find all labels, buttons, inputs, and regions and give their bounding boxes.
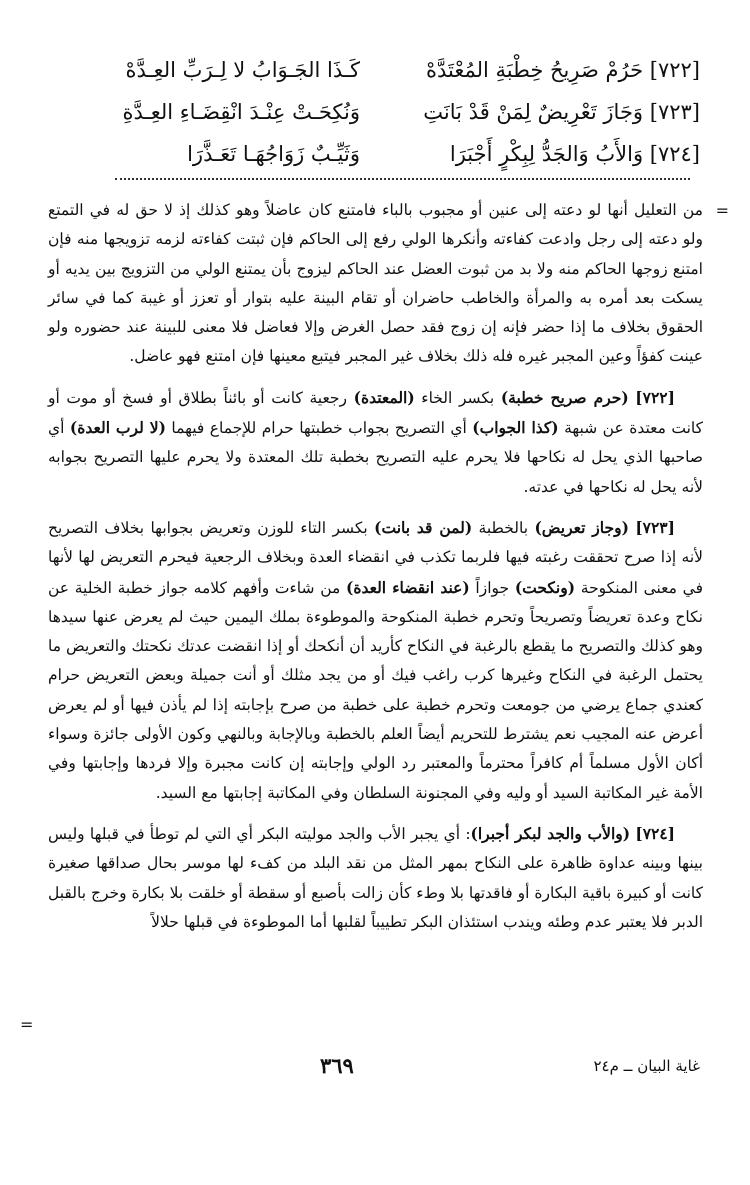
commentary-body [48, 196, 729, 948]
verse-second-hemistich: كَـذَا الجَـوَابُ لا لِـرَبِّ العِـدَّهْ [125, 58, 360, 82]
verse-first-hemistich: [٧٢٣] وَجَازَ تَعْرِيضٌ لِمَنْ قَدْ بَانَتِ [423, 100, 700, 124]
verse-block [60, 58, 700, 184]
paragraph-text: رجعية كانت أو بائناً بطلاق أو فسخ أو موت أو كانت معتدة عن شبهة [48, 388, 704, 438]
commentary-paragraph [48, 819, 703, 937]
paragraph-text: بكسر الخاء [414, 388, 501, 407]
paragraph-text: بكسر التاء للوزن وتعريض بجوابها بخلاف التصريح لأنه إذا صرح تحققت رغبته فيها فلربما تكذب في انقضاء العدة وبخلاف الرجعية فيحرم التعريض لها لأنها في معنى المنكوحة [48, 518, 703, 597]
continuation-mark-bottom: = [20, 1015, 34, 1034]
page-number: ٣٦٩ [320, 1053, 354, 1078]
quoted-term: (كذا الجواب) [472, 418, 559, 438]
paragraph-text: من شاءت وأفهم كلامه جواز خطبة الخلية عن نكاح وعدة تعريضاً وتصريحاً وتحرم خطبة المنكوحة والموطوءة بملك اليمين حيث لم يعرض عنها سيدها وهو كذلك والتصريح ما يقطع بالرغبة في النكاح كأريد أن أنكحك أو إذا انقضت عدتك نكحتك والتعريض ما يحتمل الرغبة في النكاح وغيرها كرب راغب فيك أو من يجد مثلك أو أنت جميلة وبعض التعريض حرام كعندي جماع يرضي من جومعت وتحرم خطبة على خطبة من صرح بإجابته إذا لم يأذن فيها أو لم يعرض أعرض عنه المجيب نعم يشترط للتحريم أيضاً العلم بالخطبة وبالإجابة وبالنهي وكون الأولى جائزة وسواء أكان الأول مسلماً أم كافراً محترماً والمعتبر رد الولي وإجابته إن كانت مجبرة وإلا فردها وإجابتها وفي الأمة غير المكاتبة السيد أو وليه وفي المجنونة السلطان وفي المكاتبة إجابتها مع السيد. [48, 578, 703, 802]
quoted-term: (حرم صريح خطبة) [500, 387, 629, 407]
continuation-mark-top: = [715, 201, 729, 220]
paragraph-text: بالخطبة [472, 518, 535, 537]
paragraph-text: جوازاً [469, 578, 515, 597]
quoted-term: (لمن قد بانت) [374, 517, 473, 537]
commentary-paragraph [48, 196, 703, 372]
quoted-term: (المعتدة) [353, 387, 415, 407]
paragraph-text: أي التصريح بجواب خطبتها حرام للإجماع فيهما [165, 419, 473, 438]
verse-second-hemistich: وَنُكِحَـتْ عِنْـدَ انْقِضَـاءِ العِـدَّةِ [122, 100, 360, 124]
dotted-separator [115, 178, 690, 180]
commentary-paragraph [48, 383, 703, 502]
verse-first-hemistich: [٧٢٢] حَرُمْ صَرِيحُ خِطْبَةِ المُعْتَدَّهْ [425, 58, 700, 82]
quoted-term: (عند انقضاء العدة) [346, 577, 470, 597]
quoted-term: (لا لرب العدة) [69, 418, 166, 438]
verse-number: [٧٢٢] [635, 387, 675, 407]
quoted-term: (ونكحت) [514, 577, 576, 597]
verse-number: [٧٢٤] [635, 823, 676, 843]
page-footer [50, 1053, 700, 1083]
verse-second-hemistich: وَثَيِّـبٌ زَوَاجُهَـا تَعَـذَّرَا [187, 142, 360, 166]
paragraph-text: : أي يجبر الأب والجد موليته البكر أي التي لم توطأ في قبلها وليس بينها وبينه عداوة ظاهرة على النكاح بمهر المثل من نقد البلد من كفء لها موسر بحال صداقها صغيرة كانت أو كبيرة باقية البكارة أو فاقدتها بلا وطء كأن زالت بأصبع أو سقطة أو خلقت بلا بكارة وخرج بالقبل الدبر فلا يعتبر عدم وطئه ويندب استئذان البكر تطييباً لقلبها أما الموطوءة في قبلها حلالاً [48, 824, 703, 931]
running-title: غاية البيان ــ م٢٤ [593, 1057, 700, 1075]
quoted-term: (وجاز تعريض) [534, 517, 629, 537]
verse-row [60, 100, 700, 142]
verse-number: [٧٢٣] [635, 517, 675, 537]
verse-first-hemistich: [٧٢٤] وَالأَبُ وَالجَدُّ لِبِكْرٍ أَجْبَرَا [449, 142, 700, 166]
paragraph-text: أي صاحبها الذي يحل له نكاحها فلا يحرم عليه التصريح بخطبة تلك المعتدة ولا يحرم عليها التصريح بجوابه لأنه يحل له نكاحها في عدته. [48, 419, 703, 496]
commentary-paragraph [48, 513, 703, 808]
quoted-term: (والأب والجد لبكر أجبرا) [470, 823, 631, 843]
verse-row [60, 58, 700, 100]
paragraph-text: من التعليل أنها لو دعته إلى عنين أو مجبوب بالباء فامتنع كان عاضلاً وهو كذلك إذ لا حق له في التمتع ولو دعته إلى رجل وادعت كفاءته وأنكرها الولي رفع إلى الحاكم فإن ثبتت كفاءته لزمه تزويجها منه فإن امتنع زوجها الحاكم منه ولا بد من ثبوت العضل عند الحاكم ليزوج بأن يمتنع الولي من التزويج بين يديه أو يسكت بعد أمره به والمرأة والخاطب حاضران أو تقام البينة عليه بتوار أو تعزز أو غيبة كما في سائر الحقوق بخلاف ما إذا حضر فإنه إن زوج فقد حصل الغرض وإلا فعاضل فلا معنى للبينة عند حضوره ولو عينت كفؤاً وعين المجبر غيره فله ذلك بخلاف غير المجبر فيتبع معينها فإن امتنع فهو عاضل. [48, 201, 703, 366]
